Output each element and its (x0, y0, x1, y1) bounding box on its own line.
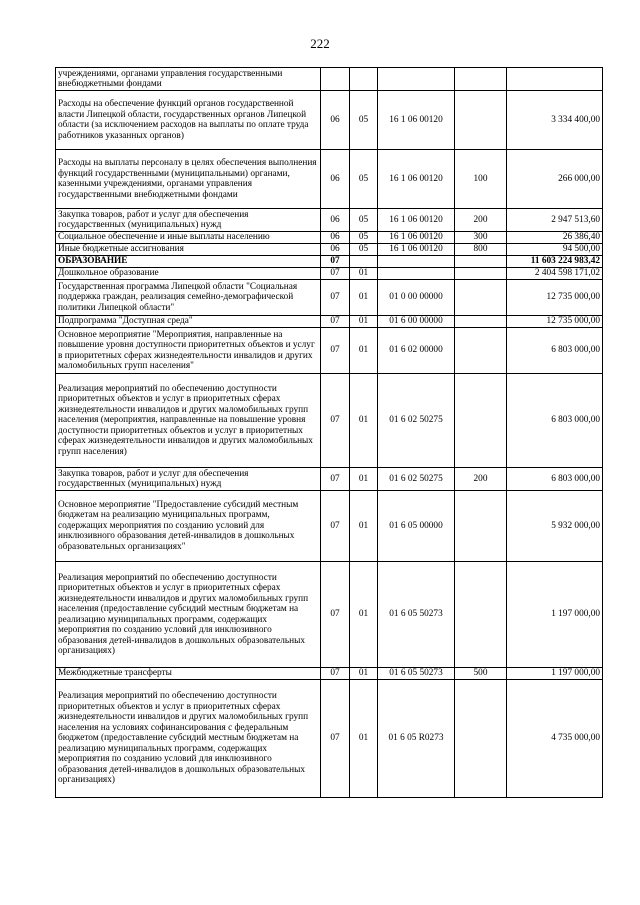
cell-subsection: 01 (350, 468, 378, 491)
cell-target-article: 01 6 00 00000 (378, 316, 455, 328)
cell-target-article: 01 0 00 00000 (378, 280, 455, 316)
cell-section: 07 (321, 491, 350, 562)
cell-expense-type: 200 (455, 209, 507, 232)
table-row (56, 91, 603, 150)
cell-name: Основное мероприятие "Мероприятия, направленные на повышение уровня доступности приоритетных объектов и услуг в приоритетных сферах жизнедеятельности инвалидов и других маломобильных групп населения" (56, 328, 321, 374)
cell-target-article: 01 6 02 50275 (378, 468, 455, 491)
cell-section: 07 (321, 316, 350, 328)
cell-target-article: 16 1 06 00120 (378, 91, 455, 150)
cell-target-article: 01 6 05 50273 (378, 668, 455, 680)
cell-subsection: 05 (350, 232, 378, 244)
cell-subsection: 01 (350, 562, 378, 668)
cell-amount: 2 947 513,60 (507, 209, 603, 232)
cell-expense-type (455, 256, 507, 268)
cell-name: Расходы на выплаты персоналу в целях обеспечения выполнения функций государственными (муниципальными) органами, казенными учреждениями, органами управления государственными внебюджетными фондами (56, 150, 321, 209)
cell-target-article (378, 268, 455, 280)
cell-name: Реализация мероприятий по обеспечению доступности приоритетных объектов и услуг в приоритетных сферах жизнедеятельности инвалидов и других маломобильных групп населения (предоставление субсидий местным бюджетам на реализацию муниципальных программ, содержащих мероприятия по созданию условий для инклюзивного образования детей-инвалидов в дошкольных образовательных организациях) (56, 562, 321, 668)
cell-target-article: 16 1 06 00120 (378, 232, 455, 244)
cell-name: Подпрограмма "Доступная среда" (56, 316, 321, 328)
cell-section: 07 (321, 680, 350, 798)
cell-section: 06 (321, 244, 350, 256)
cell-amount: 1 197 000,00 (507, 668, 603, 680)
cell-amount: 12 735 000,00 (507, 316, 603, 328)
cell-subsection: 05 (350, 91, 378, 150)
table-row (56, 468, 603, 491)
table-row (56, 268, 603, 280)
cell-expense-type (455, 680, 507, 798)
cell-expense-type (455, 280, 507, 316)
table-row (56, 150, 603, 209)
cell-name: Социальное обеспечение и иные выплаты населению (56, 232, 321, 244)
cell-expense-type (455, 328, 507, 374)
cell-amount: 5 932 000,00 (507, 491, 603, 562)
cell-section: 06 (321, 150, 350, 209)
cell-expense-type: 200 (455, 468, 507, 491)
cell-subsection: 05 (350, 209, 378, 232)
table-row (56, 256, 603, 268)
cell-section: 06 (321, 91, 350, 150)
cell-section: 07 (321, 256, 350, 268)
cell-target-article: 01 6 05 50273 (378, 562, 455, 668)
cell-expense-type (455, 491, 507, 562)
cell-target-article: 16 1 06 00120 (378, 150, 455, 209)
cell-subsection: 01 (350, 374, 378, 468)
table-row (56, 680, 603, 798)
cell-name: Межбюджетные трансферты (56, 668, 321, 680)
cell-name: ОБРАЗОВАНИЕ (56, 256, 321, 268)
cell-target-article: 01 6 02 50275 (378, 374, 455, 468)
cell-amount: 6 803 000,00 (507, 328, 603, 374)
cell-section: 07 (321, 328, 350, 374)
table-row (56, 668, 603, 680)
cell-expense-type: 300 (455, 232, 507, 244)
budget-table-body (56, 68, 603, 798)
table-row (56, 491, 603, 562)
cell-name: Закупка товаров, работ и услуг для обеспечения государственных (муниципальных) нужд (56, 209, 321, 232)
cell-section: 07 (321, 268, 350, 280)
cell-section: 07 (321, 280, 350, 316)
cell-target-article (378, 68, 455, 91)
cell-target-article: 16 1 06 00120 (378, 244, 455, 256)
cell-target-article (378, 256, 455, 268)
cell-name: Основное мероприятие "Предоставление субсидий местным бюджетам на реализацию муниципальных программ, содержащих мероприятия по созданию условий для инклюзивного образования детей-инвалидов в дошкольных образовательных организациях" (56, 491, 321, 562)
cell-amount: 11 603 224 983,42 (507, 256, 603, 268)
cell-expense-type: 800 (455, 244, 507, 256)
cell-expense-type (455, 316, 507, 328)
cell-expense-type (455, 374, 507, 468)
cell-subsection (350, 256, 378, 268)
cell-section: 07 (321, 668, 350, 680)
cell-subsection: 01 (350, 268, 378, 280)
cell-amount: 266 000,00 (507, 150, 603, 209)
cell-expense-type: 100 (455, 150, 507, 209)
cell-name: Дошкольное образование (56, 268, 321, 280)
cell-name: Реализация мероприятий по обеспечению доступности приоритетных объектов и услуг в приоритетных сферах жизнедеятельности инвалидов и других маломобильных групп населения (мероприятия, направленные на повышение уровня доступности приоритетных объектов и услуг в приоритетных сферах жизнедеятельности инвалидов и других маломобильных групп населения) (56, 374, 321, 468)
cell-section: 06 (321, 209, 350, 232)
cell-amount: 12 735 000,00 (507, 280, 603, 316)
cell-subsection: 05 (350, 150, 378, 209)
cell-expense-type (455, 562, 507, 668)
cell-section: 07 (321, 374, 350, 468)
table-row (56, 562, 603, 668)
table-row (56, 68, 603, 91)
cell-name: Государственная программа Липецкой области "Социальная поддержка граждан, реализация семейно-демографической политики Липецкой области" (56, 280, 321, 316)
table-row (56, 244, 603, 256)
cell-section: 07 (321, 468, 350, 491)
cell-target-article: 01 6 02 00000 (378, 328, 455, 374)
cell-amount: 26 386,40 (507, 232, 603, 244)
cell-subsection: 01 (350, 328, 378, 374)
cell-amount: 6 803 000,00 (507, 374, 603, 468)
cell-expense-type (455, 68, 507, 91)
cell-name: Реализация мероприятий по обеспечению доступности приоритетных объектов и услуг в приоритетных сферах жизнедеятельности инвалидов и других маломобильных групп населения на условиях софинансирования с федеральным бюджетом (предоставление субсидий местным бюджетам на реализацию муниципальных программ, содержащих мероприятия по созданию условий для инклюзивного образования детей-инвалидов в дошкольных образовательных организациях) (56, 680, 321, 798)
cell-subsection: 01 (350, 280, 378, 316)
table-row (56, 232, 603, 244)
cell-name: Иные бюджетные ассигнования (56, 244, 321, 256)
cell-amount: 4 735 000,00 (507, 680, 603, 798)
cell-section: 07 (321, 562, 350, 668)
cell-target-article: 01 6 05 00000 (378, 491, 455, 562)
cell-subsection: 01 (350, 668, 378, 680)
table-row (56, 374, 603, 468)
cell-subsection: 05 (350, 244, 378, 256)
cell-subsection: 01 (350, 491, 378, 562)
table-row (56, 280, 603, 316)
cell-name: Закупка товаров, работ и услуг для обеспечения государственных (муниципальных) нужд (56, 468, 321, 491)
cell-target-article: 01 6 05 R0273 (378, 680, 455, 798)
cell-amount: 3 334 400,00 (507, 91, 603, 150)
page-number: 222 (310, 36, 330, 51)
cell-subsection: 01 (350, 316, 378, 328)
table-row (56, 209, 603, 232)
cell-amount: 1 197 000,00 (507, 562, 603, 668)
cell-target-article: 16 1 06 00120 (378, 209, 455, 232)
cell-amount: 6 803 000,00 (507, 468, 603, 491)
table-row (56, 316, 603, 328)
cell-expense-type (455, 91, 507, 150)
cell-expense-type: 500 (455, 668, 507, 680)
budget-table (55, 67, 603, 798)
cell-amount: 94 500,00 (507, 244, 603, 256)
table-row (56, 328, 603, 374)
cell-section: 06 (321, 232, 350, 244)
cell-amount: 2 404 598 171,02 (507, 268, 603, 280)
cell-subsection: 01 (350, 680, 378, 798)
cell-amount (507, 68, 603, 91)
cell-subsection (350, 68, 378, 91)
cell-expense-type (455, 268, 507, 280)
cell-name: Расходы на обеспечение функций органов государственной власти Липецкой области, государственных органов Липецкой области (за исключением расходов на выплаты по оплате труда работников указанных органов) (56, 91, 321, 150)
cell-section (321, 68, 350, 91)
cell-name: учреждениями, органами управления государственными внебюджетными фондами (56, 68, 321, 91)
